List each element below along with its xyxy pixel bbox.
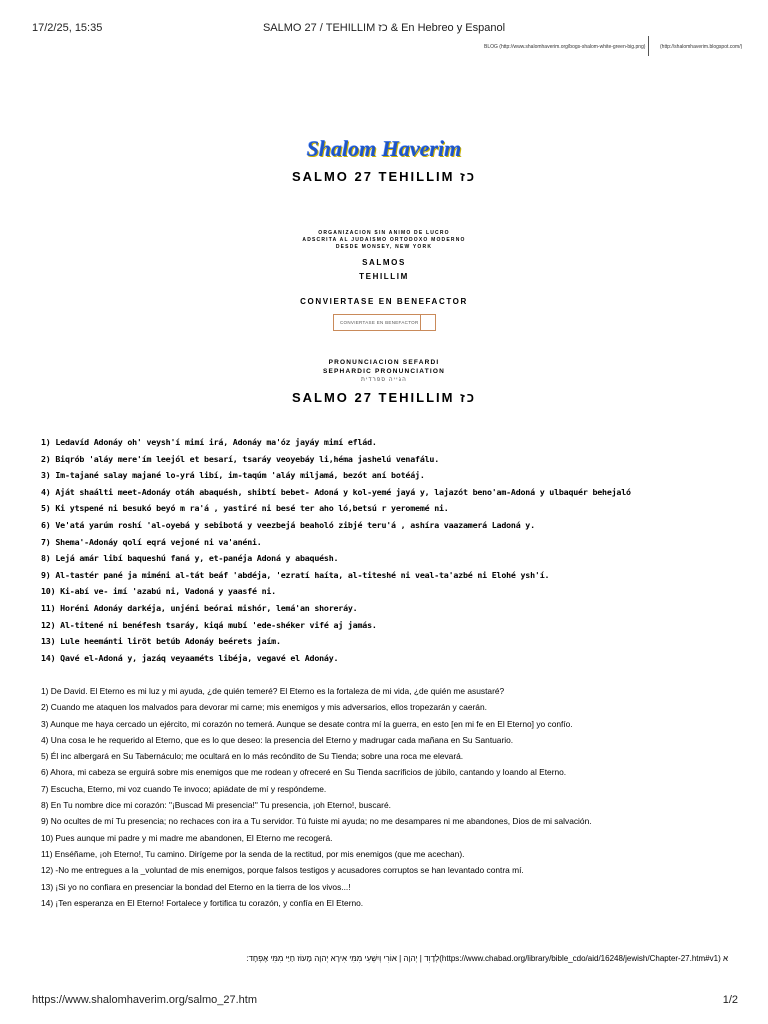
- translation-verse: 13) ¡Si yo no confiara en presenciar la bondad del Eterno en la tierra de los vivos...!: [41, 881, 351, 892]
- site-logo[interactable]: [0, 136, 768, 162]
- transliteration-verse: 7) Shema'-Adonáy qolí eqrá vejoné ni va'anéni.: [41, 536, 262, 547]
- tehillim-label: TEHILLIM: [359, 272, 409, 281]
- org-line-3: DESDE MONSEY, NEW YORK: [335, 244, 433, 250]
- transliteration-verse: 8) Lejá amár libí baqueshú faná y, et-panéja Adoná y abaquésh.: [41, 553, 339, 564]
- translation-verse: 5) Él inc albergará en Su Tabernáculo; me ocultará en lo más recóndito de Su Tienda; sobre una roca me elevará.: [41, 751, 464, 762]
- translation-verse: 2) Cuando me ataquen los malvados para devorar mi carne; mis enemigos y mis adversarios, ellos tropezarán y caerán.: [41, 702, 487, 713]
- translation-verse: 3) Aunque me haya cercado un ejército, mi corazón no temerá. Aunque se desate contra mí la guerra, en esto [en mi fe en El Eterno] yo confío.: [41, 718, 573, 729]
- salmos-label: SALMOS: [362, 258, 406, 267]
- org-info: [0, 230, 768, 251]
- translation-verse: 10) Pues aunque mi padre y mi madre me abandonen, El Eterno me recogerá.: [41, 832, 333, 843]
- pronunciation-block: [0, 358, 768, 384]
- section-heading: SALMO 27 TEHILLIM כז: [291, 390, 477, 405]
- pronunciation-line-1: PRONUNCIACION SEFARDI: [328, 359, 440, 366]
- org-line-1: ORGANIZACION SIN ANIMO DE LUCRO: [318, 230, 450, 236]
- print-url: https://www.shalomhaverim.org/salmo_27.htm: [32, 994, 257, 1006]
- transliteration-verse: 11) Horéni Adonáy darkéja, unjéni beórai mishór, lemá'an shoreráy.: [41, 602, 358, 613]
- transliteration-verse: 4) Aját shaálti meet-Adonáy otáh abaquésh, shibtí bebet- Adoná y kol-yemé jayá y, lajazót beno'am-Adoná y ulbaquér behejaló: [41, 486, 631, 497]
- transliteration-verse: 12) Al-titené ni benéfesh tsaráy, kiqá mubí 'ede-shéker vifé aj jamás.: [41, 619, 377, 630]
- benefactor-submit-button[interactable]: [420, 315, 435, 330]
- transliteration-verse: 9) Al-tastér pané ja miméni al-tát beáf 'abdéja, 'ezratí haíta, al-titeshé ni veal-ta'azbé ni Elohé ysh'í.: [41, 569, 550, 580]
- benefactor-heading: CONVIERTASE EN BENEFACTOR: [300, 297, 468, 306]
- translation-verse: 8) En Tu nombre dice mi corazón: "¡Buscad Mi presencia!" Tu presencia, ¡oh Eterno!, buscaré.: [41, 800, 391, 811]
- hebrew-verse-link[interactable]: א (https://www.chabad.org/library/bible_cdo/aid/16248/jewish/Chapter-27.htm#v1)לְדָוִד | יְהוָה | אוֹרִי וְיִשְׁעִי מִמִּי אִירָא יְהוָה מָעוֹז חַיַּי מִמִּי אֶפְחָד:: [246, 954, 728, 963]
- benefactor-select[interactable]: [333, 314, 436, 331]
- page-heading: SALMO 27 TEHILLIM כז: [291, 169, 477, 184]
- blog-link[interactable]: BLOG (http://www.shalomhaverim.org/bogs-shalom-white-green-big.png): [484, 44, 646, 50]
- translation-verse: 7) Escucha, Eterno, mi voz cuando Te invoco; apiádate de mí y respóndeme.: [41, 783, 327, 794]
- transliteration-verse: 3) Im-tajané salay majané lo-yrá libí, im-taqúm 'aláy miljamá, bezót aní botéáj.: [41, 470, 425, 481]
- transliteration-verse: 2) Biqrób 'aláy mere'ím leejól et besarí, tsaráy veoyebáy li,héma jashelú venafálu.: [41, 453, 439, 464]
- org-line-2: ADSCRITA AL JUDAISMO ORTODOXO MODERNO: [302, 237, 466, 243]
- translation-verse: 11) Enséñame, ¡oh Eterno!, Tu camino. Dirígeme por la senda de la rectitud, por mis enemigos (que me acechan).: [41, 848, 465, 859]
- translation-verse: 4) Una cosa le he requerido al Eterno, que es lo que deseo: la presencia del Eterno y madrugar cada mañana en Su Santuario.: [41, 734, 514, 745]
- blogspot-link[interactable]: (http://shalomhaverim.blogspot.com/): [660, 44, 743, 50]
- transliteration-verse: 14) Qavé el-Adoná y, jazáq veyaaméts libéja, vegavé el Adonáy.: [41, 652, 339, 663]
- translation-verse: 14) ¡Ten esperanza en El Eterno! Fortalece y fortifica tu corazón, y confía en El Eterno.: [41, 897, 364, 908]
- nav-divider: [648, 36, 649, 56]
- translation-verse: 9) No ocultes de mí Tu presencia; no rechaces con ira a Tu servidor. Tú fuiste mi ayuda; no me desampares ni me abandones, Dios de mi salvación.: [41, 816, 592, 827]
- print-page-title: SALMO 27 / TEHILLIM כז & En Hebreo y Espanol: [262, 22, 506, 34]
- pronunciation-line-3: הגייה ספרדית: [361, 377, 407, 383]
- translation-verse: 6) Ahora, mi cabeza se erguirá sobre mis enemigos que me rodean y ofreceré en Su Tienda sacrificios de júbilo, cantando y loando al Eterno.: [41, 767, 567, 778]
- benefactor-select-label: CONVIERTASE EN BENEFACTOR: [340, 320, 419, 325]
- transliteration-list: [41, 434, 741, 666]
- translation-verse: 12) -No me entregues a la _voluntad de mis enemigos, porque falsos testigos y acusadores corruptos se han levantado contra mí.: [41, 865, 524, 876]
- print-datetime: 17/2/25, 15:35: [32, 22, 103, 34]
- translation-list: [41, 683, 741, 911]
- logo-text: Shalom Haverim: [306, 136, 462, 161]
- pronunciation-line-2: SEPHARDIC PRONUNCIATION: [322, 368, 446, 375]
- transliteration-verse: 5) Ki ytspené ni besukó beyó m ra'á , yastiré ni besé ter aho ló,betsú r yeromemé ni.: [41, 503, 449, 514]
- transliteration-verse: 6) Ve'atá yarúm roshí 'al-oyebá y sebibotá y veezbejá beaholó zibjé teru'á , ashíra vaazamerá Ladoná y.: [41, 519, 535, 530]
- translation-verse: 1) De David. El Eterno es mi luz y mi ayuda, ¿de quién temeré? El Eterno es la fortaleza de mi vida, ¿de quién me asustaré?: [41, 686, 505, 696]
- print-page-number: 1/2: [722, 994, 738, 1006]
- transliteration-verse: 10) Ki-abí ve- imí 'azabú ni, Vadoná y yaasfé ni.: [41, 586, 276, 597]
- transliteration-verse: 1) Ledavíd Adonáy oh' veysh'í mimí irá, Adonáy ma'óz jayáy mimí eflád.: [41, 437, 377, 447]
- transliteration-verse: 13) Lule heemánti liröt betúb Adonáy beérets jaím.: [41, 636, 281, 647]
